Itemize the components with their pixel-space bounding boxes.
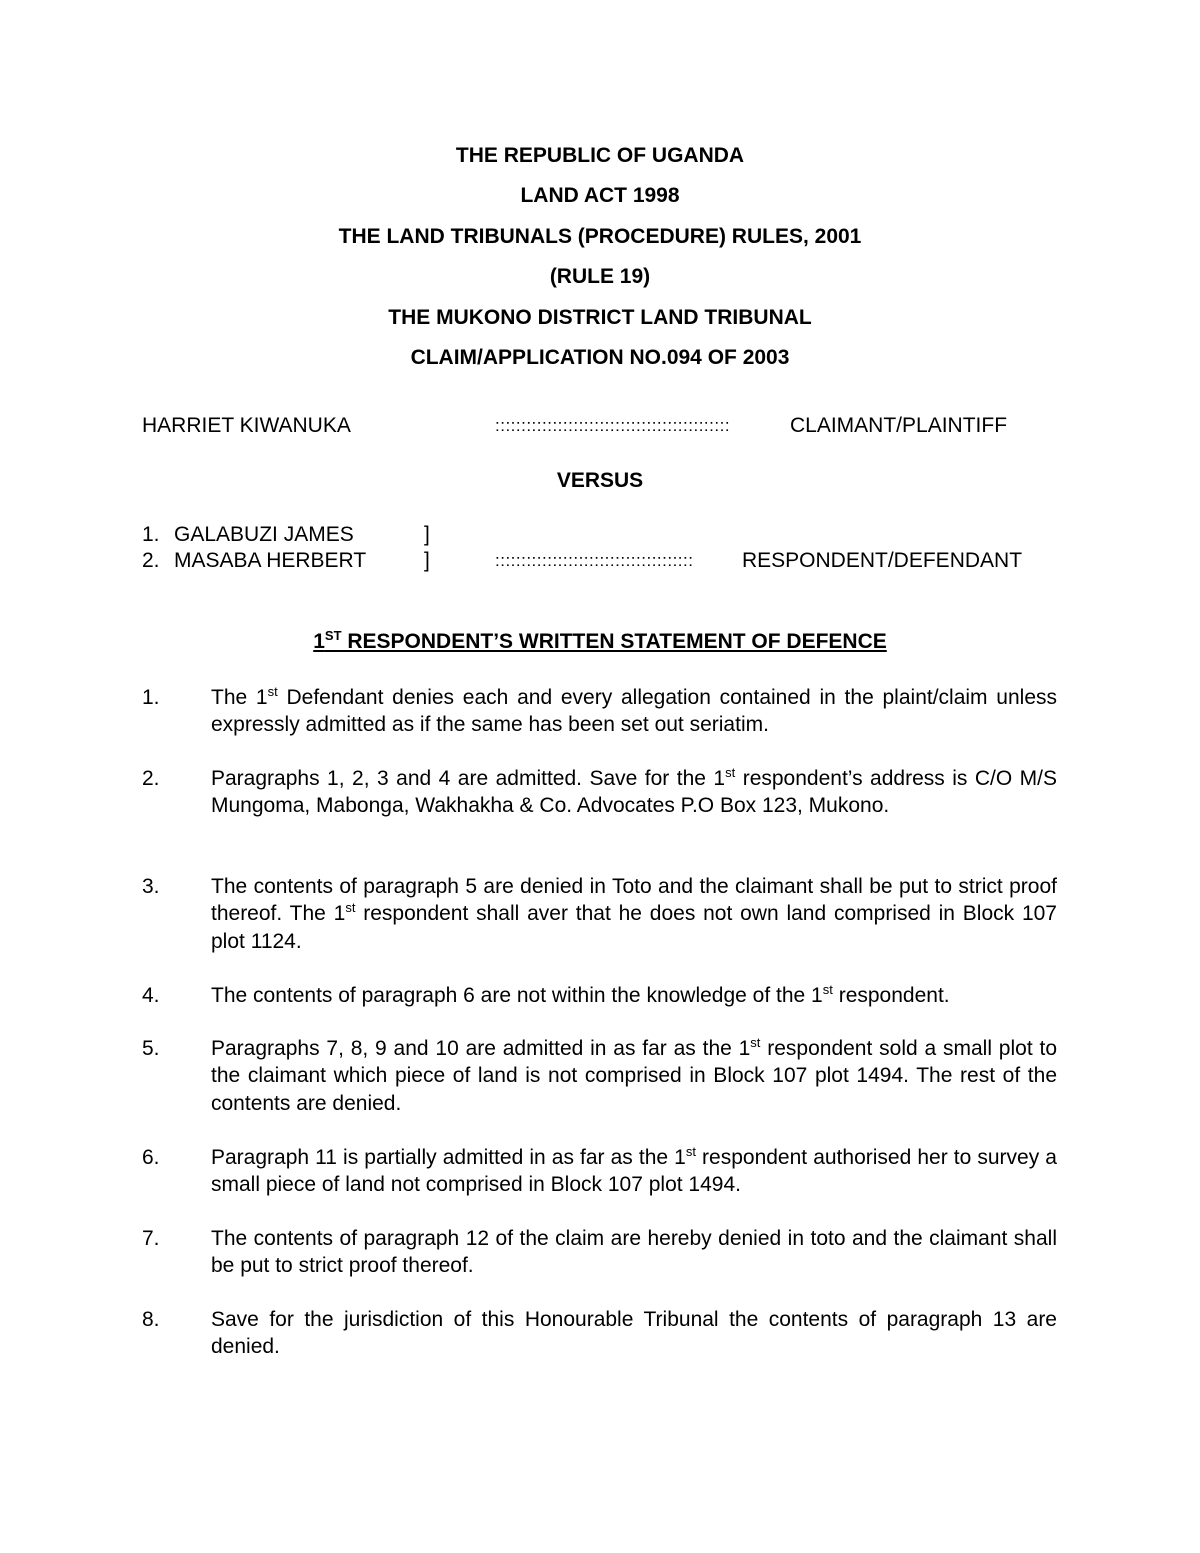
claimant-separator: ::::::::::::::::::::::::::::::::::::::::::::: xyxy=(495,416,731,435)
header-tribunal: THE MUKONO DISTRICT LAND TRIBUNAL xyxy=(388,306,812,329)
claimant-role: CLAIMANT/PLAINTIFF xyxy=(790,414,1008,437)
paragraph-number: 5. xyxy=(142,1037,160,1060)
title-superscript: ST xyxy=(324,628,342,643)
versus-label: VERSUS xyxy=(556,469,644,492)
respondent-1-name: GALABUZI JAMES xyxy=(174,523,354,546)
respondent-role: RESPONDENT/DEFENDANT xyxy=(742,549,1023,572)
header-claim-number: CLAIM/APPLICATION NO.094 OF 2003 xyxy=(410,346,790,369)
paragraph-text: Save for the jurisdiction of this Honourable Tribunal the contents of paragraph 13 are denied. xyxy=(211,1308,1057,1359)
respondent-2-name: MASABA HERBERT xyxy=(174,549,367,572)
header-rules: THE LAND TRIBUNALS (PROCEDURE) RULES, 2001 xyxy=(338,225,862,248)
paragraph-number: 6. xyxy=(142,1146,160,1169)
paragraph-text: The contents of paragraph 6 are not within the knowledge of the 1st respondent. xyxy=(211,982,950,1007)
respondent-2-number: 2. xyxy=(142,549,160,572)
respondent-separator: :::::::::::::::::::::::::::::::::::::: xyxy=(495,551,694,570)
respondent-1-bracket: ] xyxy=(424,523,430,546)
paragraph-number: 7. xyxy=(142,1227,160,1250)
paragraph-number: 2. xyxy=(142,767,160,790)
paragraph-text: Paragraphs 7, 8, 9 and 10 are admitted in as far as the 1st respondent sold a small plot to the claimant which piece of land is not comprised in Block 107 plot 1494. The rest of the contents are denied. xyxy=(211,1035,1057,1115)
header-land-act: LAND ACT 1998 xyxy=(520,184,680,207)
title-number: 1 xyxy=(313,630,325,653)
title-text: RESPONDENT’S WRITTEN STATEMENT OF DEFENCE xyxy=(341,630,887,653)
header-rule-number: (RULE 19) xyxy=(549,265,651,288)
paragraph-number: 4. xyxy=(142,984,160,1007)
respondent-2-bracket: ] xyxy=(424,549,430,572)
paragraph-text: The contents of paragraph 12 of the claim are hereby denied in toto and the claimant shall be put to strict proof thereof. xyxy=(211,1227,1057,1278)
paragraph-text: Paragraph 11 is partially admitted in as far as the 1st respondent authorised her to survey a small piece of land not comprised in Block 107 plot 1494. xyxy=(211,1144,1057,1197)
paragraph-text: The contents of paragraph 5 are denied in Toto and the claimant shall be put to strict proof thereof. The 1st respondent shall aver that he does not own land comprised in Block 107 plot 1124. xyxy=(211,875,1057,953)
respondent-1-number: 1. xyxy=(142,523,160,546)
paragraph-number: 3. xyxy=(142,875,160,898)
paragraph-text: The 1st Defendant denies each and every allegation contained in the plaint/claim unless expressly admitted as if the same has been set out seriatim. xyxy=(211,684,1057,737)
claimant-name: HARRIET KIWANUKA xyxy=(142,414,351,437)
paragraph-text: Paragraphs 1, 2, 3 and 4 are admitted. Save for the 1st respondent’s address is C/O M/S Mungoma, Mabonga, Wakhakha & Co. Advocates P.O Box 123, Mukono. xyxy=(211,765,1057,818)
paragraph-number: 1. xyxy=(142,686,160,709)
paragraph-number: 8. xyxy=(142,1308,160,1331)
document-title xyxy=(0,628,1200,656)
header-republic: THE REPUBLIC OF UGANDA xyxy=(455,144,745,167)
